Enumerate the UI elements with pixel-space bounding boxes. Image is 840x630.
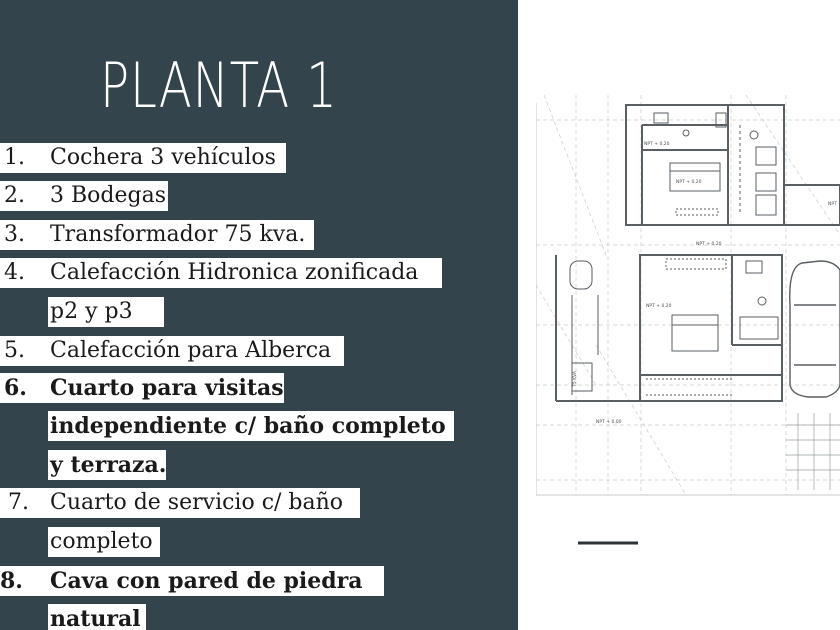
plan-label-3: NPT + 0.20 bbox=[696, 242, 722, 247]
list-item-8-text: Cava con pared de piedra bbox=[50, 568, 363, 594]
plan-lower-block bbox=[556, 255, 782, 401]
list-item-1-text: Cochera 3 vehículos bbox=[50, 145, 276, 170]
list-item-3-number: 3. bbox=[4, 222, 25, 247]
car-outline bbox=[790, 261, 840, 397]
plan-label-6: 75 KVA bbox=[573, 371, 578, 387]
list-item-2-line-1 bbox=[0, 181, 168, 211]
list-item-7-line-1 bbox=[0, 488, 360, 518]
list-item-8-number: 8. bbox=[0, 568, 23, 594]
list-item-6-line-3 bbox=[48, 450, 166, 480]
list-item-4-line-2 bbox=[48, 297, 164, 327]
plan-label-5: NPT + 0.00 bbox=[596, 420, 622, 425]
plan-hatch bbox=[786, 413, 840, 490]
list-item-6-line-1 bbox=[0, 373, 284, 403]
list-item-4-line-1 bbox=[0, 258, 442, 288]
list-item-7-number: 7. bbox=[8, 490, 29, 515]
list-item-6-text-3: y terraza. bbox=[50, 452, 167, 478]
list-item-6-text: Cuarto para visitas bbox=[50, 375, 284, 401]
list-item-1-number: 1. bbox=[4, 145, 25, 170]
list-item-3-line-1 bbox=[0, 220, 314, 250]
list-item-4-number: 4. bbox=[4, 260, 25, 285]
list-item-2-text: 3 Bodegas bbox=[50, 183, 166, 208]
plan-label-4: NPT + 0.20 bbox=[646, 304, 672, 309]
floor-plan-drawing bbox=[536, 95, 840, 555]
plan-guide-lines bbox=[536, 95, 840, 495]
list-item-8-line-1 bbox=[0, 566, 384, 596]
list-item-6-text-2: independiente c/ baño completo bbox=[50, 413, 446, 439]
list-item-6-line-2 bbox=[48, 411, 454, 441]
list-item-4-text: Calefacción Hidronica zonificada bbox=[50, 260, 419, 285]
plan-upper-details bbox=[654, 113, 776, 215]
list-item-4-text-2: p2 y p3 bbox=[50, 299, 133, 324]
list-item-7-line-2 bbox=[48, 527, 160, 557]
list-item-3-text: Transformador 75 kva. bbox=[50, 222, 306, 247]
plan-boundary bbox=[536, 103, 840, 495]
list-item-5-line-1 bbox=[0, 336, 344, 366]
list-item-7-text: Cuarto de servicio c/ baño bbox=[50, 490, 344, 515]
slide-title: PLANTA 1 bbox=[100, 49, 338, 122]
plan-label-2: NPT + 0.20 bbox=[676, 180, 702, 185]
list-item-2-number: 2. bbox=[4, 183, 25, 208]
list-item-6-number: 6. bbox=[4, 375, 27, 401]
plan-label-1: NPT + 0.20 bbox=[644, 142, 670, 147]
list-item-7-text-2: completo bbox=[50, 529, 153, 554]
list-item-5-text: Calefacción para Alberca bbox=[50, 338, 332, 363]
list-item-8-text-2: natural bbox=[50, 606, 141, 630]
plan-label-7: NPT bbox=[828, 202, 837, 207]
list-item-5-number: 5. bbox=[4, 338, 25, 363]
list-item-8-line-2 bbox=[48, 604, 146, 630]
list-item-1-line-1 bbox=[0, 143, 286, 173]
